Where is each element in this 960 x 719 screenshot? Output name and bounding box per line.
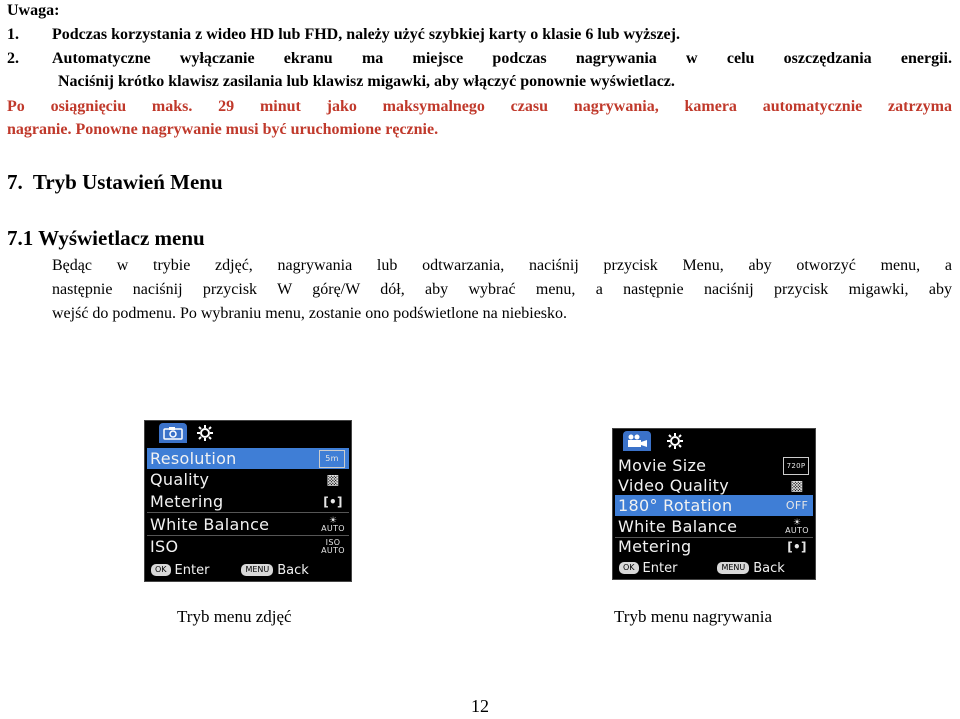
video-menu-tabs <box>613 429 815 451</box>
iso-value: ISO AUTO <box>321 537 345 555</box>
note-item-1-number: 1. <box>7 26 19 43</box>
enter-hint: Enter <box>642 560 678 576</box>
note-recording-limit-line-1: Po osiągnięciu maks. 29 minut jako maksymalnego czasu nagrywania, kamera automatycznie zatrzyma <box>7 98 952 115</box>
menu-item-label: White Balance <box>618 517 738 536</box>
menu-item-label: ISO <box>150 537 179 556</box>
divider <box>147 512 349 513</box>
menu-key: MENU <box>241 564 273 576</box>
menu-item-white-balance[interactable] <box>147 514 349 535</box>
section-subtitle: 7.1 Wyświetlacz menu <box>7 226 205 250</box>
sun-icon: ☀ <box>792 517 802 528</box>
video-menu-screen <box>612 428 816 580</box>
menu-item-rotation[interactable] <box>615 495 813 516</box>
menu-item-quality[interactable] <box>147 469 349 490</box>
page-number: 12 <box>471 696 489 716</box>
note-item-2-line-1: Automatyczne wyłączanie ekranu ma miejsce podczas nagrywania w celu oszczędzania energii. <box>52 50 952 67</box>
menu-item-label: Video Quality <box>618 476 729 495</box>
menu-item-label: 180° Rotation <box>618 496 733 515</box>
menu-item-label: Metering <box>618 537 692 556</box>
menu-item-label: White Balance <box>150 515 270 534</box>
menu-key: MENU <box>717 562 749 574</box>
note-recording-limit-line-2: nagranie. Ponowne nagrywanie musi być uruchomione ręcznie. <box>7 121 439 138</box>
menu-item-movie-size[interactable] <box>615 455 813 476</box>
menu-item-label: Movie Size <box>618 456 707 475</box>
metering-icon: [•] <box>787 539 807 554</box>
note-item-1: Podczas korzystania z wideo HD lub FHD, należy użyć szybkiej karty o klasie 6 lub wyższej. <box>52 26 680 43</box>
menu-item-resolution[interactable] <box>147 448 349 469</box>
rotation-value: OFF <box>785 499 809 512</box>
quality-icon: ▩ <box>326 471 340 488</box>
photo-menu-footer <box>145 559 351 581</box>
back-hint: Back <box>753 560 785 576</box>
ok-key: OK <box>151 564 171 576</box>
enter-hint: Enter <box>174 562 210 578</box>
menu-item-label: Quality <box>150 470 210 489</box>
white-balance-icon: ☀ AUTO <box>321 515 345 533</box>
note-item-2-line-2: Naciśnij krótko klawisz zasilania lub klawisz migawki, aby włączyć ponownie wyświetlacz. <box>58 73 675 90</box>
photo-menu-caption: Tryb menu zdjęć <box>177 607 292 626</box>
ok-key: OK <box>619 562 639 574</box>
white-balance-icon: ☀ AUTO <box>785 517 809 535</box>
note-heading: Uwaga: <box>7 2 60 19</box>
photo-menu-tabs <box>145 421 351 443</box>
video-menu-caption: Tryb menu nagrywania <box>614 607 773 626</box>
note-item-2-number: 2. <box>7 50 19 67</box>
settings-tab[interactable] <box>191 423 219 443</box>
paragraph-line-1: Będąc w trybie zdjęć, nagrywania lub odtwarzania, naciśnij przycisk Menu, aby otworzyć menu, a <box>52 257 952 274</box>
sun-icon: ☀ <box>328 515 338 526</box>
menu-item-video-quality[interactable] <box>615 475 813 496</box>
quality-icon: ▩ <box>790 477 804 494</box>
camera-icon <box>163 426 183 440</box>
photo-menu-screen <box>144 420 352 582</box>
menu-item-iso[interactable] <box>147 536 349 557</box>
menu-item-white-balance[interactable] <box>615 516 813 537</box>
menu-item-label: Resolution <box>150 449 237 468</box>
camera-tab[interactable] <box>159 423 187 443</box>
menu-item-metering[interactable] <box>615 536 813 557</box>
section-title: 7. Tryb Ustawień Menu <box>7 170 223 194</box>
back-hint: Back <box>277 562 309 578</box>
gear-icon <box>196 424 214 442</box>
metering-icon: [•] <box>323 494 343 509</box>
video-camera-icon <box>626 434 648 448</box>
menu-item-label: Metering <box>150 492 224 511</box>
gear-icon <box>666 432 684 450</box>
settings-tab[interactable] <box>661 431 689 451</box>
video-tab[interactable] <box>623 431 651 451</box>
video-menu-footer <box>613 557 815 579</box>
paragraph-line-3: wejść do podmenu. Po wybraniu menu, zostanie ono podświetlone na niebiesko. <box>52 305 568 322</box>
menu-item-metering[interactable] <box>147 491 349 512</box>
paragraph-line-2: następnie naciśnij przycisk W górę/W dół, aby wybrać menu, a następnie naciśnij przycisk migawki, aby <box>52 281 952 298</box>
resolution-value: 5m <box>319 450 345 468</box>
movie-size-value: 720P <box>783 457 809 475</box>
